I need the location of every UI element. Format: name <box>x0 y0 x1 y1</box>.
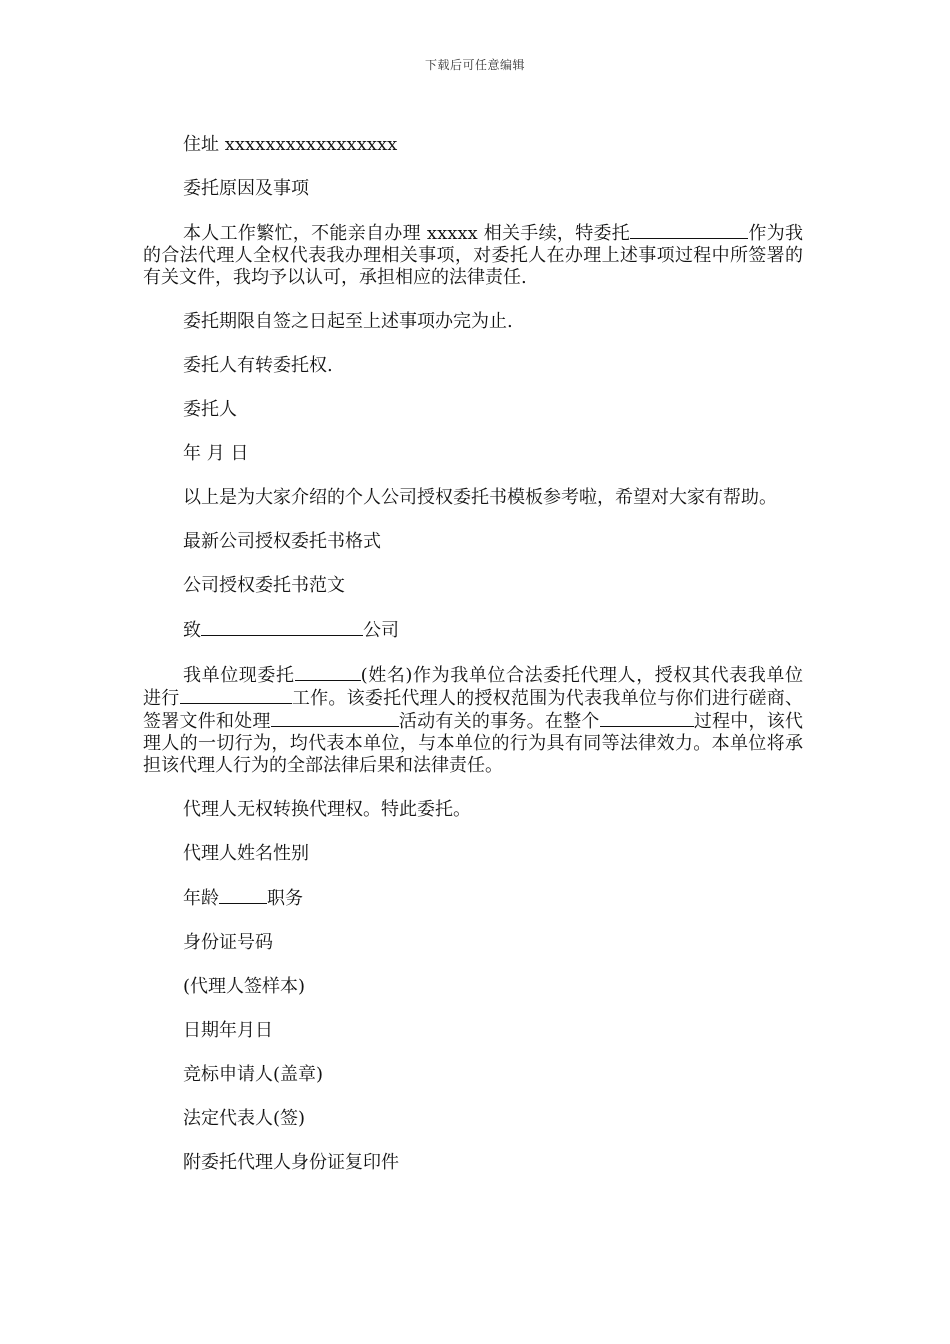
delegation-paragraph <box>143 222 803 289</box>
bidder-seal-line: 竞标申请人(盖章) <box>183 1064 324 1085</box>
agent-name-blank <box>630 222 748 239</box>
addressee-line <box>143 619 803 642</box>
position-label: 职务 <box>267 888 303 909</box>
company-name-blank <box>201 619 363 636</box>
date-line: 年 月 日 <box>183 443 249 464</box>
document-body <box>143 134 803 1196</box>
agent-blank <box>295 664 361 681</box>
summary-paragraph: 以上是为大家介绍的个人公司授权委托书模板参考啦，希望对大家有帮助。 <box>183 487 777 508</box>
attachment-line: 附委托代理人身份证复印件 <box>183 1152 399 1173</box>
section-heading-sample: 公司授权委托书范文 <box>183 575 345 596</box>
principal-label: 委托人 <box>183 399 237 420</box>
addressee-prefix: 致 <box>183 620 201 641</box>
address-line: 住址 xxxxxxxxxxxxxxxxx <box>183 134 398 155</box>
authorization-paragraph <box>143 664 803 777</box>
authorization-text-3: 工作。该委托代理人的授权范围为代表我单位与你们进行磋商、签署文件和处理 <box>143 688 804 732</box>
process-blank <box>600 710 694 727</box>
subdelegation-paragraph: 委托人有转委托权. <box>183 355 333 376</box>
age-position-line <box>143 887 803 910</box>
age-blank <box>219 887 267 904</box>
delegation-text-end: 作为我的合法代理人全权代表我办理相关事项，对委托人在办理上述事项过程中所签署的有关文件，我均予以认可，承担相应的法律责任. <box>143 223 804 288</box>
term-paragraph: 委托期限自签之日起至上述事项办完为止. <box>183 311 513 332</box>
addressee-suffix: 公司 <box>363 620 399 641</box>
no-transfer-paragraph: 代理人无权转换代理权。特此委托。 <box>183 799 471 820</box>
authorization-text-5: 过程中，该代理人的一切行为，均代表本单位，与本单位的行为具有同等法律效力。本单位将承担该代理人行为的全部法律后果和法律责任。 <box>143 711 804 776</box>
delegation-text-start: 本人工作繁忙，不能亲自办理 xxxxx 相关手续，特委托 <box>183 223 631 244</box>
signing-date-line: 日期年月日 <box>183 1020 273 1041</box>
page-header: 下载后可任意编辑 <box>424 58 525 72</box>
section-heading-format: 最新公司授权委托书格式 <box>183 531 381 552</box>
legal-rep-sign-line: 法定代表人(签) <box>183 1108 306 1129</box>
activity-blank <box>271 710 399 727</box>
section-heading-reason: 委托原因及事项 <box>183 178 309 199</box>
signature-sample-line: (代理人签样本) <box>183 976 306 997</box>
authorization-text-1: 我单位现委托 <box>183 665 295 686</box>
age-label: 年龄 <box>183 888 219 909</box>
id-number-line: 身份证号码 <box>183 932 273 953</box>
authorization-text-4: 活动有关的事务。在整个 <box>398 711 600 732</box>
work-blank <box>180 687 292 704</box>
agent-name-gender-line: 代理人姓名性别 <box>183 843 309 864</box>
authorization-text-2: (姓名)作为我单位合法委托代理人，授权其代表我单位进行 <box>143 665 803 709</box>
